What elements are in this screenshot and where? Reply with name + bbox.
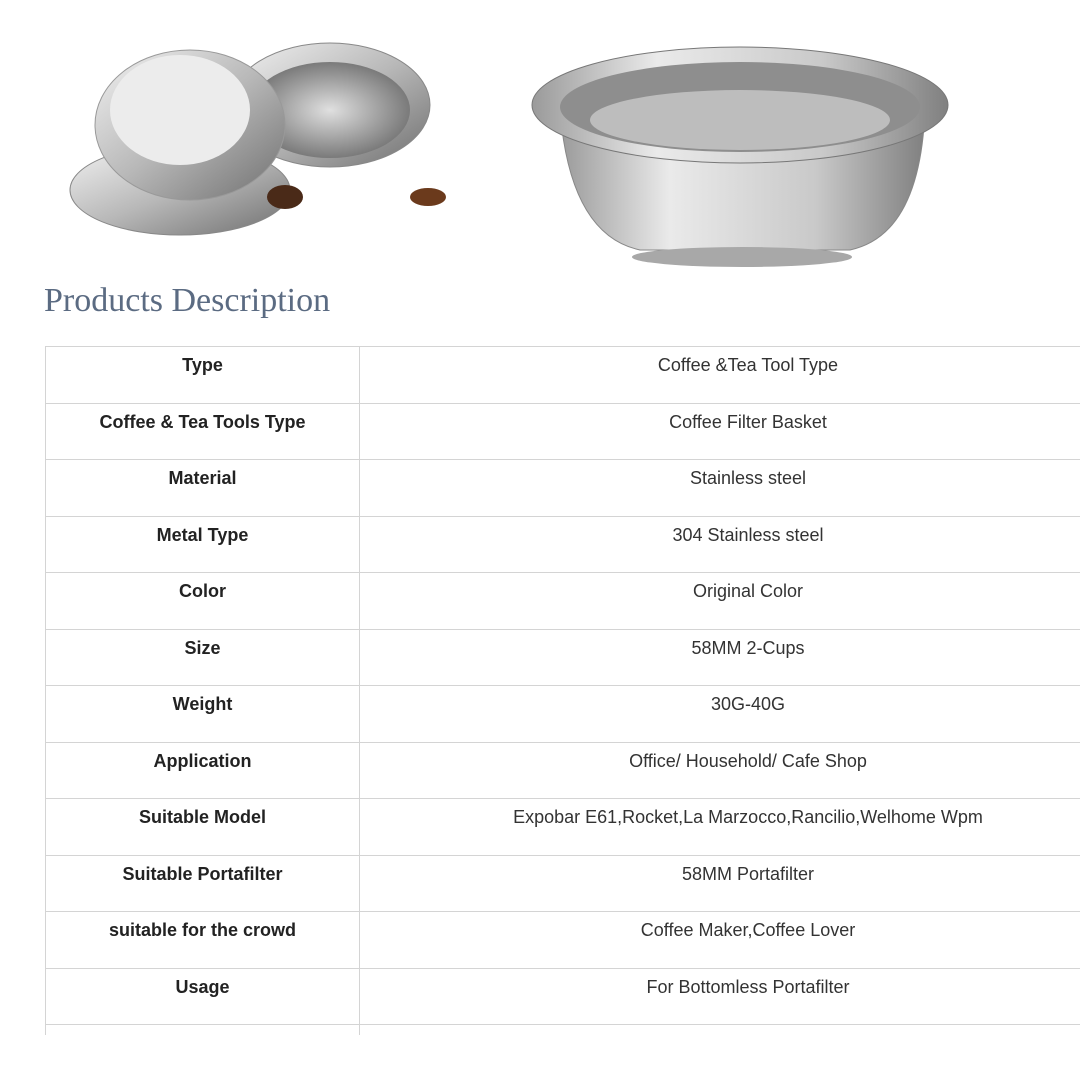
table-row-partial: [46, 1025, 1080, 1035]
table-row: [46, 855, 1080, 912]
spec-key: [46, 1025, 360, 1035]
spec-value: Coffee Maker,Coffee Lover: [360, 912, 1080, 969]
spec-key: Application: [46, 742, 360, 799]
spec-key: Usage: [46, 968, 360, 1025]
spec-value: 58MM Portafilter: [360, 855, 1080, 912]
table-row: [46, 460, 1080, 517]
spec-key: Weight: [46, 686, 360, 743]
table-row: [46, 516, 1080, 573]
table-row: [46, 799, 1080, 856]
spec-key: Color: [46, 573, 360, 630]
spec-value: Original Color: [360, 573, 1080, 630]
spec-value: Stainless steel: [360, 460, 1080, 517]
spec-key: Size: [46, 629, 360, 686]
spec-key: Suitable Portafilter: [46, 855, 360, 912]
spec-value: 30G-40G: [360, 686, 1080, 743]
table-row: [46, 629, 1080, 686]
spec-value: Coffee Filter Basket: [360, 403, 1080, 460]
spec-value: Coffee &Tea Tool Type: [360, 347, 1080, 404]
spec-key: Suitable Model: [46, 799, 360, 856]
table-row: [46, 347, 1080, 404]
spec-key: Type: [46, 347, 360, 404]
spec-value: [360, 1025, 1080, 1035]
spec-value: 304 Stainless steel: [360, 516, 1080, 573]
product-image-basket-single: [530, 35, 955, 270]
product-image-basket-pair: [60, 25, 460, 245]
spec-key: Coffee & Tea Tools Type: [46, 403, 360, 460]
table-row: [46, 742, 1080, 799]
spec-value: Expobar E61,Rocket,La Marzocco,Rancilio,Welhome Wpm: [360, 799, 1080, 856]
table-row: [46, 912, 1080, 969]
table-row: [46, 686, 1080, 743]
spec-key: suitable for the crowd: [46, 912, 360, 969]
product-spec-table: [45, 346, 1080, 1035]
table-row: [46, 573, 1080, 630]
table-row: [46, 968, 1080, 1025]
section-title: Products Description: [44, 282, 331, 319]
table-row: [46, 403, 1080, 460]
spec-value: 58MM 2-Cups: [360, 629, 1080, 686]
spec-key: Material: [46, 460, 360, 517]
spec-value: Office/ Household/ Cafe Shop: [360, 742, 1080, 799]
spec-value: For Bottomless Portafilter: [360, 968, 1080, 1025]
spec-key: Metal Type: [46, 516, 360, 573]
